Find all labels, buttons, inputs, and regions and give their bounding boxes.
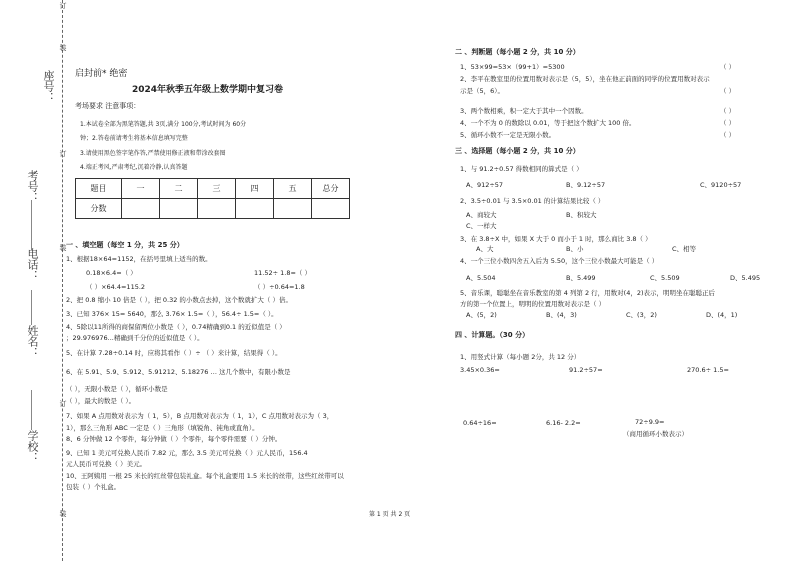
section1-heading: 一 、填空题（每空 1 分，共 25 分） [66,241,184,249]
exam-title: 2024年秋季五年级上数学期中复习卷 [132,85,284,95]
margin-label: 订 [59,2,67,9]
option: C、一样大 [466,222,497,230]
calc-problem: 0.64÷16= [463,419,497,427]
binding-dashed-line [62,0,63,561]
margin-label: 订 [59,150,67,157]
score-table-header-cell: 总分 [312,179,350,199]
question-line: 元人民币可兑换（ ）美元。 [66,460,147,468]
answer-bracket: （ ） [720,119,736,127]
score-row-label: 分数 [76,199,122,219]
question-line: （ ），最大的数是（ ）。 [66,397,136,405]
score-table-header-cell: 一 [122,179,160,199]
question-line: 2、把 0.8 缩小 10 倍是（ ），把 0.32 的小数点去掉，这个数就扩大（ ）倍。 [66,296,292,304]
question-line: 11.52÷ 1.8=（ ） [254,269,311,277]
question-line: 4、一个不为 0 的数除以 0.01，等于把这个数扩大 100 倍。 [460,119,636,127]
answer-bracket: （ ） [720,107,736,115]
answer-bracket: （ ） [720,63,736,71]
question-line: 5、在计算 7.28÷0.14 时，应将其看作（ ）÷ （ ）来计算，结果得（ ）。 [66,349,282,357]
calc-problem: 270.6÷ 1.5= [687,366,729,374]
question-line: 1、与 91.2÷0.57 得数相同的算式是（ ） [460,165,583,173]
calc-problem: 3.45×0.36= [460,366,500,374]
score-table-header-cell: 二 [160,179,198,199]
option: D、(4，1) [706,311,738,319]
option: B、5.499 [566,274,596,282]
school-field-line [31,390,32,430]
question-line: 示是（5，6）。 [460,87,505,95]
section4-heading: 四 、计算题。（30 分） [455,331,530,339]
option: C、9120÷57 [700,181,742,189]
question-line: 1、根据18×64=1152，在括号里填上适当的数。 [66,255,212,263]
margin-label: 装 [59,44,67,51]
name-field-line [31,290,32,325]
option: D、5.495 [730,274,761,282]
question-line: 7、如果 A 点用数对表示为（ 1，5），B 点用数对表示为（ 1，1），C 点用数对表示为（ 3， [66,412,334,420]
calc-note: （商用循环小数表示） [623,430,688,438]
option: A、大 [476,245,494,253]
option: A、商较大 [466,211,497,219]
option: A、912÷57 [466,181,504,189]
calc-problem: 72÷9.9= [635,418,665,426]
question-line: 8、6 分钟做 12 个零件，每分钟做（ ）个零件，每个零件需要（ ）分钟。 [66,435,282,443]
option: A、(5，2) [466,311,497,319]
question-line: 3、已知 376× 15= 5640，那么 3.76× 1.5=（ ），56.4÷ 1.5=（ ）。 [66,310,278,318]
note-item: 4.端正考风,严肃考纪,沉着冷静,认真答题 [80,164,188,171]
question-line: 包装（ ）个礼盒。 [66,483,121,491]
exam-number-field-label: 考号： [26,170,39,203]
question-line: 3、两个数相乘，积一定大于其中一个因数。 [460,107,588,115]
question-line: 5、循环小数不一定是无限小数。 [460,131,556,139]
note-item: 钟；2.答卷前请考生将基本信息填写完整 [80,135,188,142]
question-line: 2、李平在教室里的位置用数对表示是（5，5），坐在他正前面的同学的位置用数对表示 [460,75,710,83]
question-line: 1），那么三角形 ABC 一定是（ ）三角形（填锐角、钝角或直角）。 [66,424,259,432]
question-line: 9、已知 1 美元可兑换人民币 7.82 元，那么 3.5 美元可兑换（ ）元人民币，156.4 [66,449,308,457]
name-field-label: 姓名： [26,325,39,358]
question-line: （ ）÷0.64=1.8 [254,283,305,291]
question-line: 6、在 5.91、5.9、5.912、5.91212、5.18276 … 这几个数中，有限小数是 [66,368,291,376]
question-line: （ ），无限小数是（ ），循环小数是 [66,385,168,393]
question-line: 4、一个三位小数四舍五入后为 5.50，这个三位小数最大可能是（ ） [460,257,659,265]
calc-problem: 6.16- 2.2= [546,419,581,427]
score-cell[interactable] [236,199,274,219]
question-line: 5、音乐课，聪聪坐在音乐教室的第 4 列第 2 行，用数对(4，2)表示，明明坐在聪聪正后 [460,289,716,297]
question-line: 10、王阿姨用 一根 25 米长的红丝带包装礼盒。每个礼盒要用 1.5 米长的丝带，这些红丝带可以 [66,472,344,480]
margin-label: 装 [59,510,67,517]
note-item: 1.本试卷全部为黑笔答题,共 3页,满分 100分,考试时间为 60分 [80,121,247,128]
question-line: 3、在 3.8÷X 中，如果 X 大于 0 而小于 1 时，那么商比 3.8（ ） [460,235,652,243]
option: B、小 [566,245,584,253]
confidential-label: 启封前* 绝密 [75,69,128,79]
question-line: ；29.976976...精确到千分位的近似值是（ ）。 [66,334,204,342]
score-cell[interactable] [312,199,350,219]
question-line: 1、53×99=53×（99+1）=5300 [460,63,565,71]
notes-heading: 考场要求 注意事项： [75,102,141,110]
score-table-header-row [76,179,350,199]
question-line: 0.18×6.4=（ ） [86,269,137,277]
answer-bracket: （ ） [720,87,736,95]
question-line: 4、5除以11所得的商保留两位小数是（ ），0.74精确到0.1 的近似值是（ ） [66,323,286,331]
score-table-header-cell: 三 [198,179,236,199]
page-number: 第 1 页 共 2 页 [369,511,411,518]
calc-problem: 91.2÷57= [569,366,603,374]
score-cell[interactable] [198,199,236,219]
option: B、9.12÷57 [566,181,606,189]
option: C、5.509 [650,274,680,282]
score-cell[interactable] [160,199,198,219]
option: B、(4，3) [546,311,577,319]
question-line: 2、3.5÷0.01 与 3.5×0.01 的计算结果比较（ ） [460,197,605,205]
option: C、(3，2) [626,311,657,319]
school-field-label: 学校： [26,430,39,463]
score-cell[interactable] [122,199,160,219]
seat-number-field-label: 座号： [42,70,55,103]
answer-bracket: （ ） [720,131,736,139]
score-table-row [76,199,350,219]
margin-label: 订 [59,400,67,407]
section2-heading: 二 、判断题（每小题 2 分，共 10 分） [455,48,580,56]
option: A、5.504 [466,274,496,282]
score-table-header-cell: 四 [236,179,274,199]
score-table-header-cell: 五 [274,179,312,199]
margin-label: 装 [59,244,67,251]
question-line: 方的第一个位置上，明明的位置用数对表示是（ ） [460,300,606,308]
question-line: （ ）×64.4=115.2 [86,283,146,291]
note-item: 3.请使用黑色签字笔作答,严禁使用修正液和带涂改套图 [80,150,226,157]
score-table [75,178,350,219]
subquestion-heading: 1、用竖式计算（每小题 2分，共 12 分） [460,353,581,361]
phone-field-label: 电话： [26,248,39,281]
option: B、积较大 [566,211,597,219]
score-cell[interactable] [274,199,312,219]
exam-number-field-line [31,200,32,250]
score-table-header-cell: 题目 [76,179,122,199]
section3-heading: 三 、选择题（每小题 2 分，共 10 分） [455,147,580,155]
option: C、相等 [672,245,697,253]
